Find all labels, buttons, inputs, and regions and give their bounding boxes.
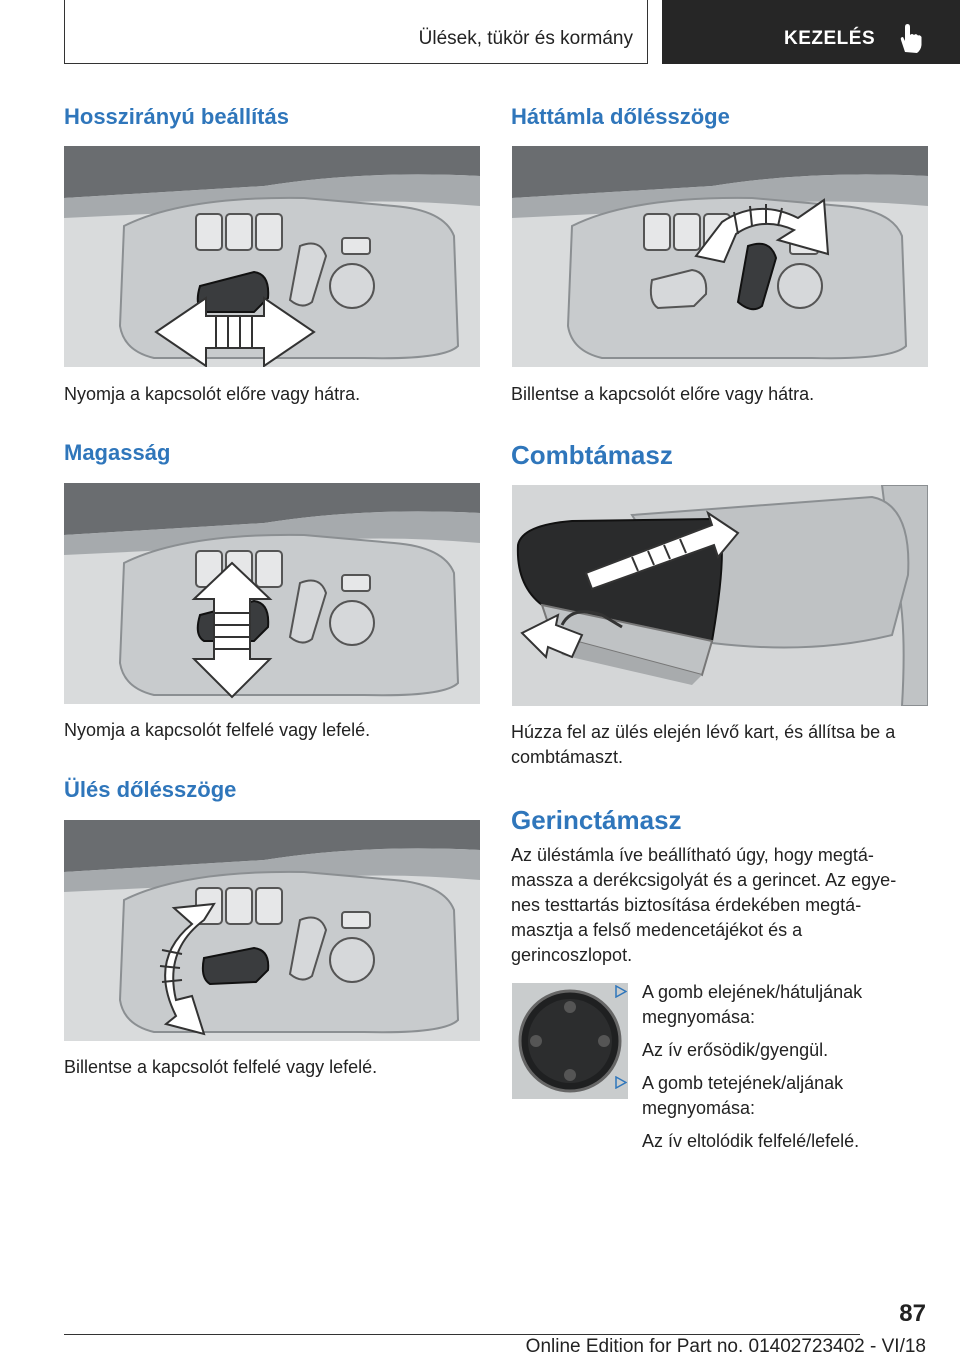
triangle-bullet-icon	[614, 985, 627, 998]
seat-control-tilt-illustration	[64, 820, 480, 1041]
list-item	[612, 1071, 932, 1121]
caption-backrest: Billentse a kapcsolót előre vagy hátra.	[511, 384, 815, 404]
lumbar-description-line: massza a derékcsigolyát és a gerincet. Az egye-	[511, 870, 897, 890]
section-label: KEZELÉS	[784, 28, 876, 49]
backrest-control-illustration	[512, 146, 928, 367]
chapter-title: Ülések, tükör és kormány	[418, 28, 633, 49]
bullet-text: A gomb elejének/hátuljának	[642, 982, 863, 1002]
caption-thigh-support-line2: combtámaszt.	[511, 747, 624, 767]
bullet-result: Az ív eltolódik felfelé/lefelé.	[642, 1131, 860, 1151]
chapter-header	[64, 0, 648, 64]
thigh-support-illustration	[512, 485, 928, 706]
bullet-text: A gomb tetejének/aljának	[642, 1073, 844, 1093]
lumbar-knob-illustration	[512, 983, 628, 1099]
footer-divider	[64, 1334, 860, 1335]
lumbar-description	[511, 843, 931, 968]
caption-thigh-support-line1: Húzza fel az ülés elején lévő kart, és állítsa be a	[511, 722, 896, 742]
lumbar-description-line: masztja a felső medencetájékot és a	[511, 920, 803, 940]
lumbar-bullet-list	[612, 980, 932, 1154]
hand-pointer-icon	[896, 22, 926, 56]
edition-text: Online Edition for Part no. 01402723402 - VI/18	[525, 1336, 926, 1357]
bullet-text: megnyomása:	[642, 1098, 756, 1118]
section-title-backrest: Háttámla dőlésszöge	[511, 104, 730, 129]
section-title-longitudinal: Hosszirányú beállítás	[64, 104, 289, 129]
caption-seat-tilt: Billentse a kapcsolót felfelé vagy lefelé.	[64, 1057, 378, 1077]
lumbar-description-line: gerincoszlopot.	[511, 945, 633, 965]
seat-control-forward-back-illustration	[64, 146, 480, 367]
section-tab[interactable]	[662, 0, 960, 64]
triangle-bullet-icon	[614, 1076, 627, 1089]
caption-height: Nyomja a kapcsolót felfelé vagy lefelé.	[64, 720, 371, 740]
lumbar-description-line: Az üléstámla íve beállítható úgy, hogy megtá-	[511, 845, 874, 865]
section-title-thigh-support: Combtámasz	[511, 440, 673, 470]
bullet-result: Az ív erősödik/gyengül.	[642, 1040, 829, 1060]
list-item	[612, 980, 932, 1030]
section-title-seat-tilt: Ülés dőlésszöge	[64, 777, 237, 802]
seat-control-height-illustration	[64, 483, 480, 704]
page-number: 87	[899, 1300, 926, 1327]
caption-longitudinal: Nyomja a kapcsolót előre vagy hátra.	[64, 384, 361, 404]
section-title-lumbar-support: Gerinctámasz	[511, 805, 682, 835]
bullet-text: megnyomása:	[642, 1007, 756, 1027]
section-title-height: Magasság	[64, 440, 171, 465]
lumbar-description-line: nes testtartás biztosítása érdekében megtá-	[511, 895, 862, 915]
